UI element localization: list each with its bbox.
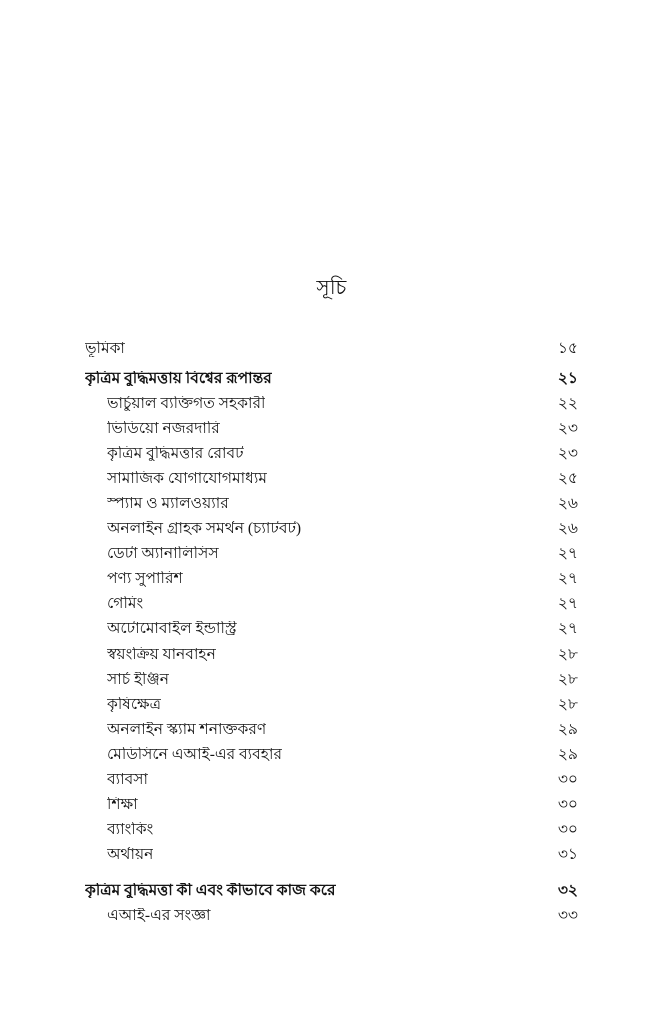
toc-entry[interactable] — [85, 571, 578, 587]
toc-entry-label: এআই-এর সংজ্ঞা — [107, 907, 211, 924]
toc-entry-page-number: ৩০ — [557, 796, 578, 814]
toc-entry-label: অটোমোবাইল ইন্ডাস্ট্রি — [107, 621, 237, 637]
toc-entry-label: ডেটা অ্যানালিসিস — [107, 546, 219, 562]
toc-entry-label: ভূমিকা — [85, 341, 125, 357]
toc-entry[interactable] — [85, 371, 578, 387]
toc-entry-label: মেডিসিনে এআই-এর ব্যবহার — [107, 746, 282, 763]
toc-entry[interactable] — [85, 546, 578, 562]
toc-entry-label: কৃত্রিম বুদ্ধিমত্তায় বিশ্বের রূপান্তর — [85, 370, 272, 386]
toc-entry-page-number: ৩১ — [557, 846, 578, 864]
toc-entry-page-number: ২৮ — [557, 645, 578, 663]
toc-entry-label: সামাজিক যোগাযোগমাধ্যম — [107, 470, 267, 487]
toc-entry-label: অনলাইন গ্রাহক সমর্থন (চ্যাটবট) — [107, 521, 302, 537]
toc-entry-page-number: ২৩ — [557, 419, 578, 437]
toc-entry-label: কৃত্রিম বুদ্ধিমত্তার রোবট — [107, 445, 244, 462]
toc-entry-page-number: ২৭ — [557, 570, 578, 588]
toc-entry-label: পণ্য সুপারিশ — [107, 571, 183, 587]
toc-entry[interactable] — [85, 697, 578, 713]
toc-entry-label: স্বয়ংক্রিয় যানবাহন — [107, 646, 216, 663]
toc-entry-label: ভিডিয়ো নজরদারি — [107, 420, 220, 437]
toc-entry[interactable] — [85, 446, 578, 462]
toc-entry-page-number: ২৩ — [557, 444, 578, 462]
toc-entry-label: সার্চ ইঞ্জিন — [107, 671, 169, 688]
toc-entry[interactable] — [85, 847, 578, 863]
toc-entry[interactable] — [85, 647, 578, 663]
toc-entry[interactable] — [85, 471, 578, 487]
toc-entry-label: কৃষিক্ষেত্র — [107, 696, 161, 713]
toc-entry[interactable] — [85, 521, 578, 537]
toc-entry-page-number: ২১ — [557, 369, 578, 387]
toc-entry-label: গেমিং — [107, 596, 144, 612]
toc-entry[interactable] — [85, 883, 578, 899]
toc-entry-page-number: ৩২ — [557, 881, 578, 899]
toc-entry[interactable] — [85, 421, 578, 437]
toc-entry-page-number: ২৭ — [557, 545, 578, 563]
toc-entry-label: ব্যাবসা — [107, 772, 148, 788]
toc-entry-label: অর্থায়ন — [107, 847, 154, 863]
toc-entry-label: কৃত্রিম বুদ্ধিমত্তা কী এবং কীভাবে কাজ করে — [85, 882, 336, 899]
toc-entry-page-number: ২৬ — [557, 494, 578, 512]
page-title: সূচি — [316, 277, 347, 299]
toc-entry-page-number: ২২ — [557, 394, 578, 412]
toc-entry-page-number: ৩৩ — [557, 906, 578, 924]
toc-entry[interactable] — [85, 621, 578, 637]
toc-entry[interactable] — [85, 396, 578, 412]
toc-entry-page-number: ২৭ — [557, 620, 578, 638]
toc-entry-page-number: ২৮ — [557, 670, 578, 688]
toc-entry[interactable] — [85, 822, 578, 838]
toc-entry-label: ব্যাংকিং — [107, 822, 154, 838]
toc-entry-label: ভার্চুয়াল ব্যক্তিগত সহকারী — [107, 395, 266, 412]
toc-entry-label: স্প্যাম ও ম্যালওয়্যার — [107, 495, 229, 512]
toc-entry[interactable] — [85, 908, 578, 924]
toc-entry[interactable] — [85, 596, 578, 612]
toc-entry-page-number: ২৭ — [557, 595, 578, 613]
toc-entry-label: অনলাইন স্ক্যাম শনাক্তকরণ — [107, 721, 267, 738]
toc-entry-label: শিক্ষা — [107, 797, 138, 813]
toc-entry-page-number: ২৯ — [557, 720, 578, 738]
toc-entry-page-number: ২৮ — [557, 695, 578, 713]
toc-entry[interactable] — [85, 341, 578, 357]
table-of-contents-list — [85, 341, 578, 923]
toc-entry[interactable] — [85, 672, 578, 688]
toc-entry[interactable] — [85, 772, 578, 788]
toc-entry-page-number: ৩০ — [557, 821, 578, 839]
toc-entry-page-number: ৩০ — [557, 771, 578, 788]
toc-entry[interactable] — [85, 797, 578, 813]
toc-entry-page-number: ২৯ — [557, 745, 578, 763]
toc-entry-page-number: ১৫ — [557, 340, 578, 357]
toc-entry[interactable] — [85, 722, 578, 738]
toc-entry[interactable] — [85, 747, 578, 763]
toc-entry-page-number: ২৬ — [557, 520, 578, 538]
toc-entry-page-number: ২৫ — [557, 469, 578, 487]
toc-entry[interactable] — [85, 496, 578, 512]
